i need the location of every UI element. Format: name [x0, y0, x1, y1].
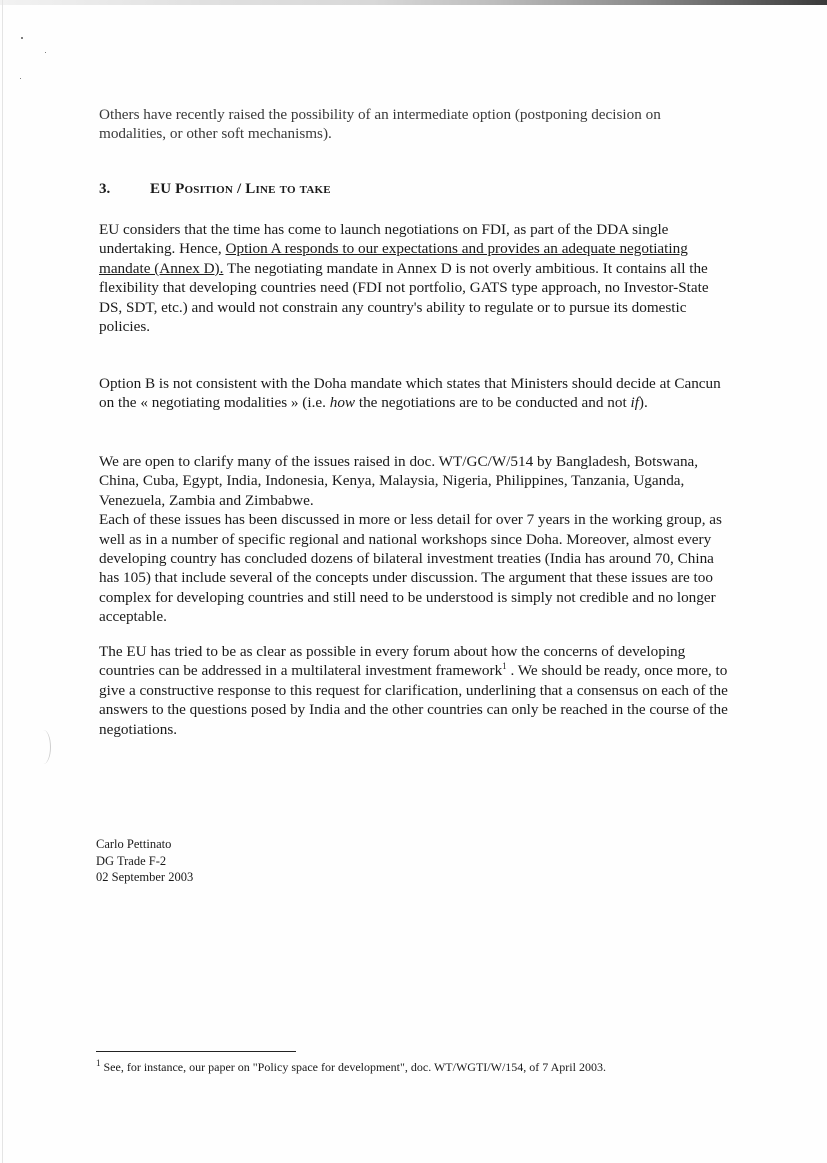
intro-paragraph: Others have recently raised the possibility of an intermediate option (postponing decision on modalities, or other soft mechanisms). — [99, 106, 661, 143]
eu-text-2: . We should be ready, once more, to give a constructive response to this request for clarification, underlining that a consensus on each of the answers to the questions posed by India and the other countries can only be reached in the course of the negotiations. — [99, 662, 728, 738]
position-paragraph — [99, 220, 729, 336]
signature-name: Carlo Pettinato — [96, 837, 172, 851]
footnote — [96, 1059, 606, 1075]
footnote-text: See, for instance, our paper on "Policy space for development", doc. WT/WGTI/W/154, of 7 April 2003. — [100, 1060, 606, 1074]
position-underlined-text: Option A responds to our expectations and provides an adequate negotiating mandate (Annex D). — [99, 240, 688, 277]
scan-edge-left — [2, 0, 3, 1163]
signature-block — [96, 836, 193, 886]
scan-speck — [21, 37, 23, 39]
clarify-sentence-1: We are open to clarify many of the issues raised in doc. WT/GC/W/514 by Bangladesh, Botswana, China, Cuba, Egypt, India, Indonesia, Kenya, Malaysia, Nigeria, Philippines, Tanzania, Uganda, Venezuela, Zambia and Zimbabwe. — [99, 453, 699, 509]
footnote-divider — [96, 1051, 296, 1052]
option-b-paragraph — [99, 374, 729, 413]
eu-text-1: The EU has tried to be as clear as possible in every forum about how the concerns of developing countries can be addressed in a multilateral investment framework — [99, 643, 686, 680]
position-text-2: The negotiating mandate in Annex D is not overly ambitious. It contains all the flexibility that developing countries need (FDI not portfolio, GATS type approach, no Investor-State DS, SDT, etc.) and would not constrain any country's ability to regulate or to pursue its domestic policies. — [99, 259, 709, 336]
option-b-text-3: ). — [638, 394, 648, 412]
footnote-reference[interactable]: 1 — [502, 661, 507, 672]
section-heading — [99, 181, 331, 198]
scan-speck — [45, 52, 46, 53]
scan-speck — [20, 78, 21, 79]
clarify-sentence-2: Each of these issues has been discussed in more or less detail for over 7 years in the working group, as well as in a number of specific regional and national workshops since Doha. Moreover, almost every developing country has concluded dozens of bilateral investment treaties (India has around 70, China has 105) that include several of the concepts under discussion. The argument that these issues are too complex for developing countries and still need to be understood is simply not credible and no longer acceptable. — [99, 511, 722, 626]
eu-paragraph — [99, 642, 729, 739]
footnote-marker: 1 — [96, 1058, 101, 1068]
scan-mark — [36, 730, 51, 764]
clarify-paragraph — [99, 452, 729, 627]
option-b-text-1: Option B is not consistent with the Doha mandate which states that Ministers should decide at Cancun on the « negotiating modalities » (i.e. — [99, 375, 721, 412]
signature-unit: DG Trade F-2 — [96, 853, 167, 868]
section-title: EU Position / Line to take — [150, 181, 331, 197]
scan-edge-top — [0, 0, 827, 5]
option-b-if: if — [630, 394, 639, 412]
option-b-how: how — [329, 394, 356, 412]
position-text-1: EU considers that the time has come to launch negotiations on FDI, as part of the DDA single undertaking. Hence, — [99, 221, 669, 258]
option-b-text-2: the negotiations are to be conducted and not — [355, 394, 631, 412]
section-number: 3. — [99, 181, 111, 197]
signature-date: 02 September 2003 — [96, 870, 194, 884]
